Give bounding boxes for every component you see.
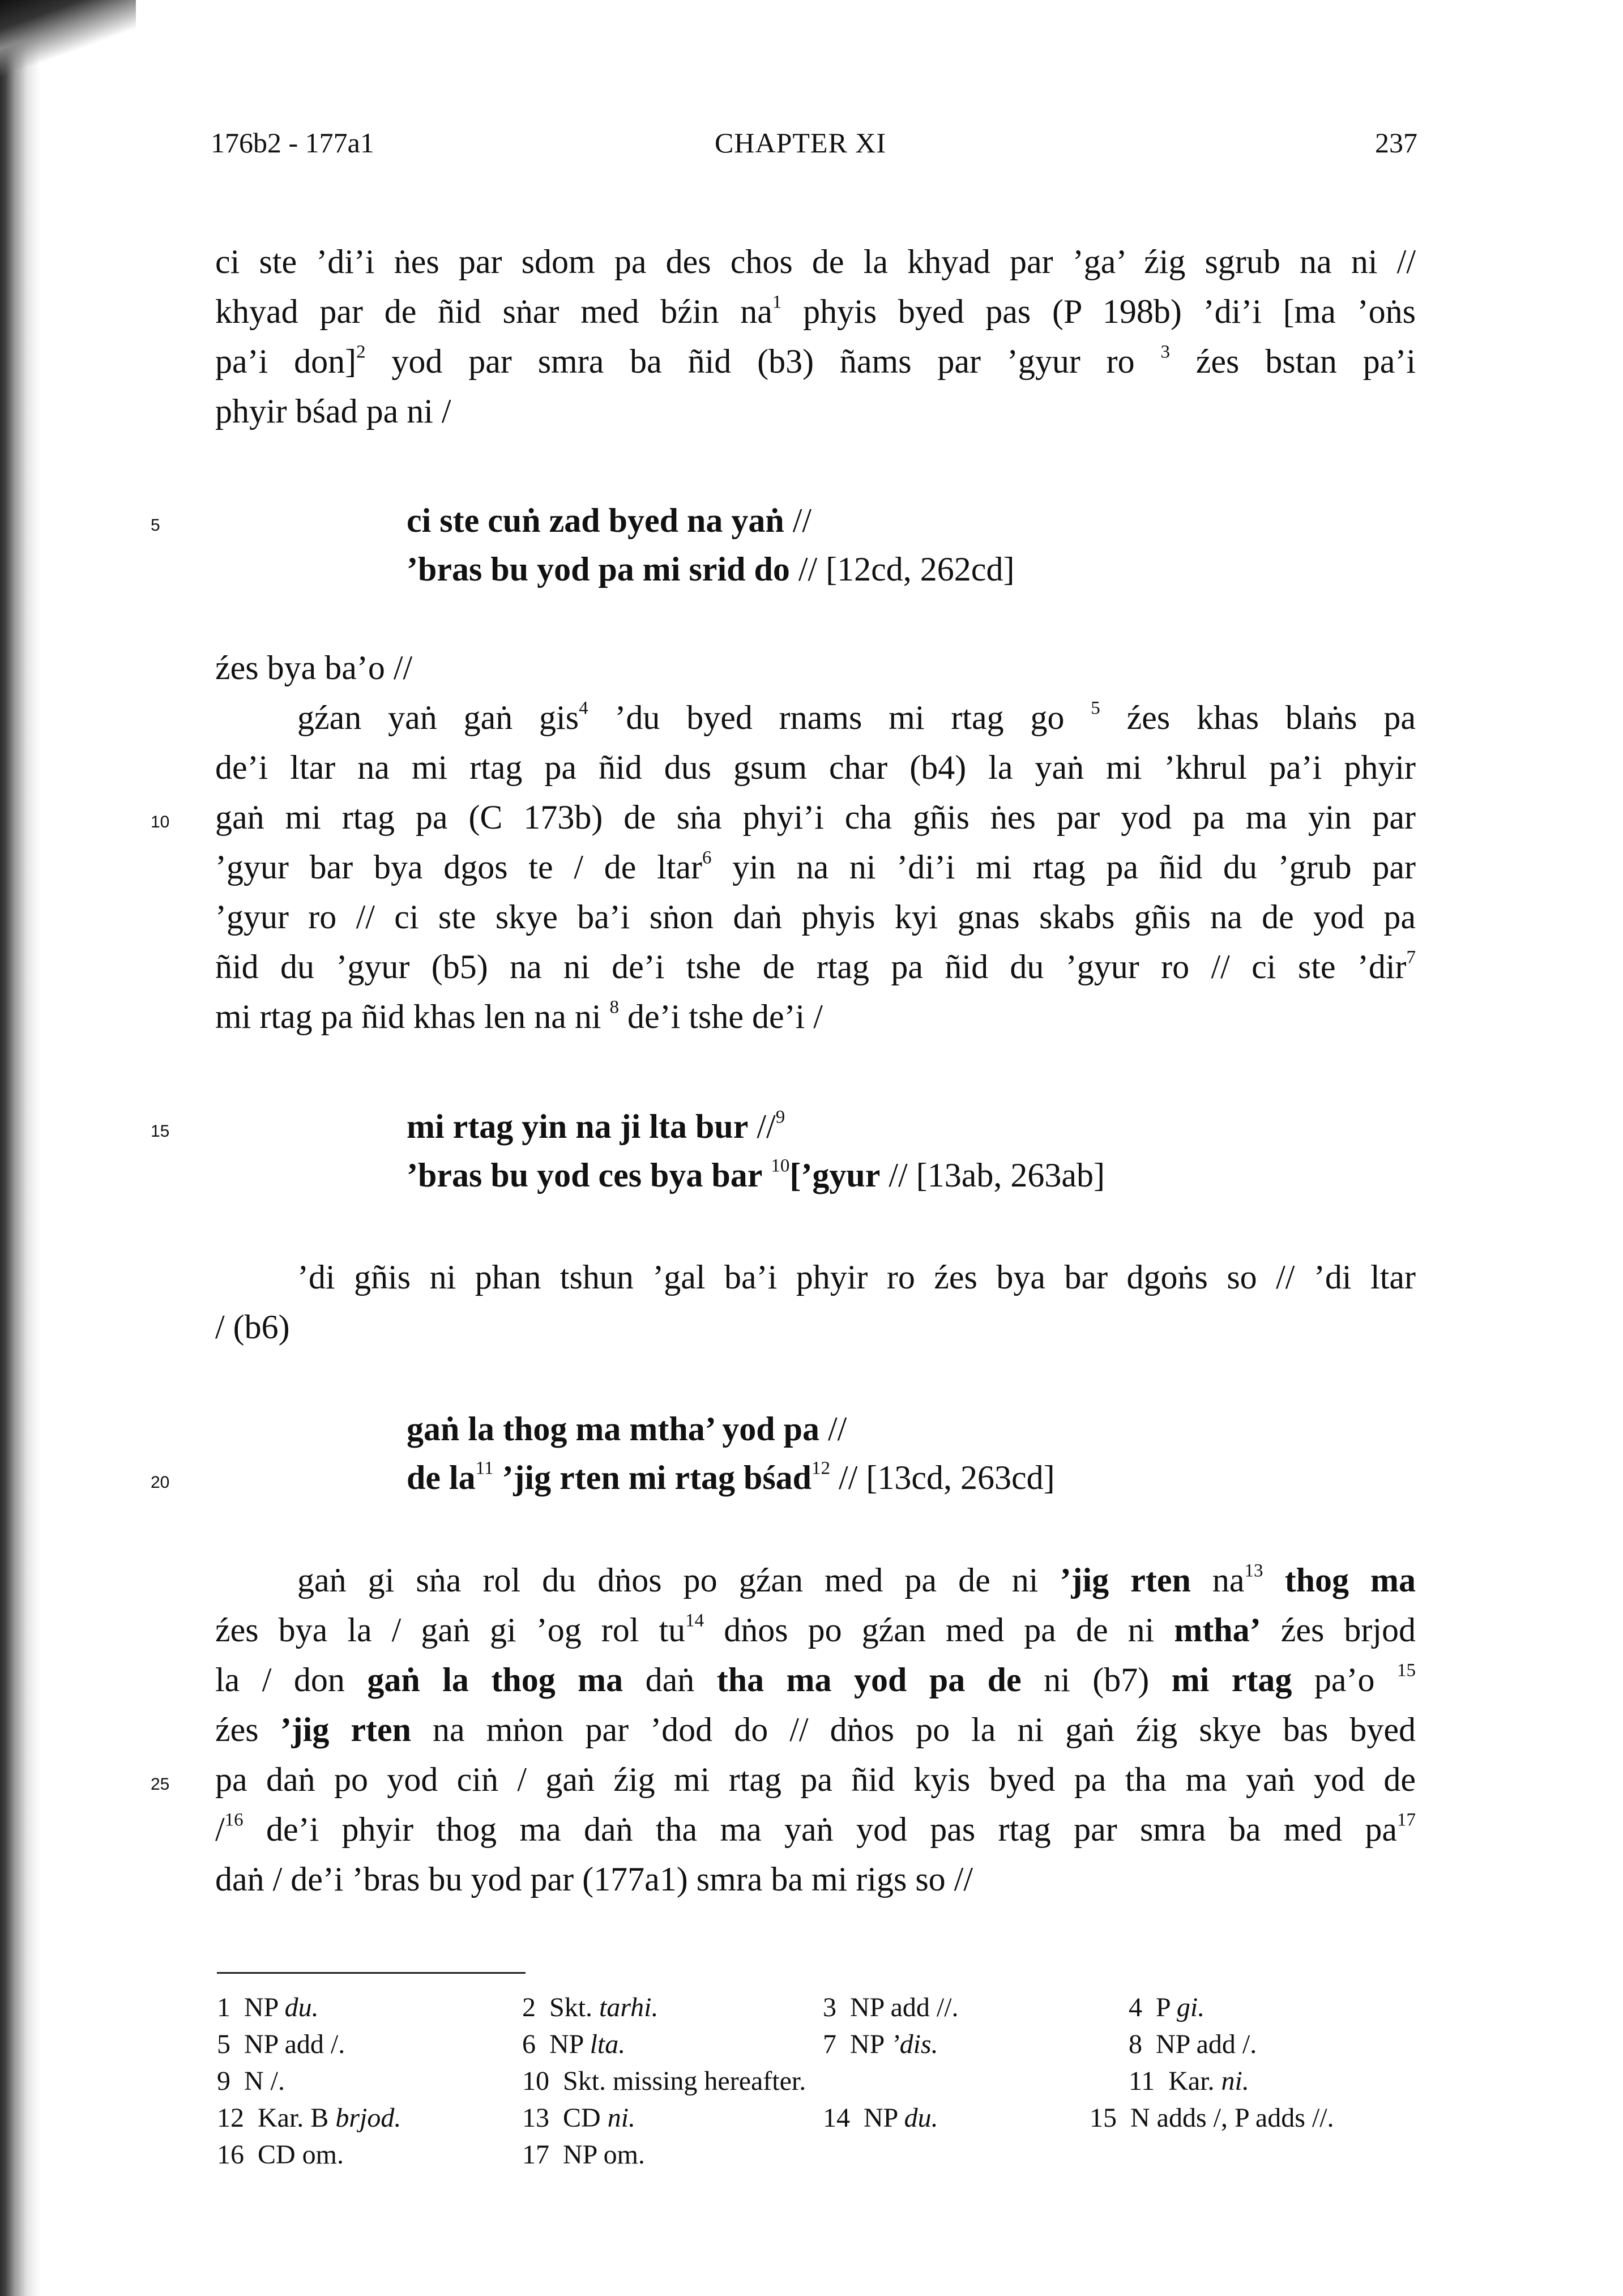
text-line: mi rtag pa ñid khas len na ni $^8$ de’i tshe de’i / [215, 997, 823, 1035]
footnote-ref: 11 [475, 1458, 494, 1479]
footnote-8: 8 NP add /. [1129, 2029, 1257, 2059]
footnote-ref: 7 [1406, 947, 1416, 968]
footnote-16: 16 CD om. [217, 2140, 344, 2170]
line-number: 25 [151, 1775, 170, 1794]
footnote-ref: 12 [812, 1458, 831, 1479]
line-number: 10 [151, 813, 170, 831]
text-line-3: pa’i don]$^2$ yod par smra ba ñid (b3) ñams par ’gyur ro $^3$ źes bstan pa’i [215, 342, 1416, 380]
footnote-2: 2 Skt. tarhi. [522, 1992, 659, 2022]
footnote-ref: 16 [224, 1810, 244, 1830]
footnote-7: 7 NP ’dis. [823, 2029, 938, 2059]
text-line-2: khyad par de ñid sṅar med bźin $na^1$ phyis byed pas (P 198b) ’di’i [ma ’oṅs [215, 292, 1416, 330]
footnote-6: 6 NP lta. [522, 2029, 626, 2059]
line-number: 20 [151, 1473, 170, 1492]
footnote-17: 17 NP om. [522, 2140, 645, 2170]
footnote-1: 1 NP du. [217, 1992, 319, 2022]
text-line: ñid du ’gyur (b5) na ni de’i tshe de rtag pa ñid du ’gyur ro // ci ste ’dir$^7$ [215, 947, 1416, 985]
text-line: źes ’jig rten na mṅon par ’dod do // dṅos po la ni gaṅ źig skye bas byed [215, 1711, 1416, 1748]
footnote-5: 5 NP add /. [217, 2029, 345, 2059]
text-line: /$^{16}$ de’i phyir thog ma daṅ tha ma yaṅ yod pas rtag par smra ba med $pa^{17}$ [215, 1810, 1416, 1848]
footnote-ref: 13 [1244, 1560, 1263, 1581]
text-line: pa daṅ po yod ciṅ / gaṅ źig mi rtag pa ñid kyis byed pa tha ma yaṅ yod de [215, 1761, 1416, 1798]
text-line: la / don gaṅ la thog ma daṅ tha ma yod pa de ni (b7) mi rtag pa’o $^{15}$ [215, 1660, 1416, 1698]
footnote-9: 9 N /. [217, 2066, 285, 2096]
footnote-ref: 15 [1396, 1660, 1416, 1681]
footnote-ref: 1 [772, 292, 782, 313]
footnote-ref: 8 [609, 997, 620, 1018]
footnote-15: 15 N adds /, P adds //. [1090, 2103, 1334, 2133]
footnote-ref: 10 [771, 1155, 790, 1176]
footnote-11: 11 Kar. ni. [1129, 2066, 1249, 2096]
page-number: 237 [1375, 127, 1417, 159]
verse-line: ’bras bu yod pa mi srid do // [12cd, 262cd] [407, 550, 1015, 588]
footnote-divider [217, 1972, 526, 1974]
verse-line: de $la^{11}$ ’jig rten mi rtag bśad$^{12}$ // [13cd, 263cd] [407, 1458, 1055, 1496]
text-line: de’i ltar na mi rtag pa ñid dus gsum char (b4) la yaṅ mi ’khrul pa’i phyir [215, 749, 1416, 786]
text-line: źes bya la / gaṅ gi ’og rol $tu^{14}$ dṅos po gźan med pa de ni mtha’ źes brjod [215, 1610, 1416, 1649]
verse-line: mi rtag yin na ji lta bur //$^9$ [407, 1107, 785, 1145]
footnote-3: 3 NP add //. [823, 1992, 959, 2022]
footnote-12: 12 Kar. B brjod. [217, 2103, 402, 2133]
text-line: gźan yaṅ gaṅ gis$^4$ ’du byed rnams mi rtag go $^5$ źes khas blaṅs pa [297, 698, 1416, 736]
verse-line: ci ste cuṅ zad byed na yaṅ // [407, 502, 812, 539]
text-line: ’di gñis ni phan tshun ’gal ba’i phyir ro źes bya bar dgoṅs so // ’di ltar [297, 1258, 1416, 1296]
footnote-ref: 4 [579, 698, 588, 719]
line-number: 15 [151, 1122, 170, 1141]
folio-reference: 176b2 - 177a1 [211, 127, 374, 159]
text-line-4: phyir bśad pa ni / [215, 392, 451, 430]
footnote-13: 13 CD ni. [522, 2103, 636, 2133]
footnote-ref: 6 [702, 847, 712, 868]
text-line: daṅ / de’i ’bras bu yod par (177a1) smra ba mi rigs so // [215, 1860, 973, 1898]
text-line: gaṅ gi sṅa rol du dṅos po gźan med pa de ni ’jig rten $na^{13}$ thog ma [297, 1560, 1416, 1599]
footnote-ref: 5 [1091, 698, 1100, 719]
text-line: gaṅ mi rtag pa (C 173b) de sṅa phyi’i cha gñis ṅes par yod pa ma yin par [215, 799, 1416, 836]
chapter-title: CHAPTER XI [715, 127, 887, 159]
book-binding-shadow [0, 0, 40, 2296]
footnote-ref: 3 [1160, 342, 1170, 362]
text-line: / (b6) [215, 1308, 290, 1346]
line-number: 5 [151, 516, 160, 535]
footnote-ref: 2 [356, 342, 366, 362]
text-line: ’gyur bar bya dgos te / de ltar$^6$ yin na ni ’di’i mi rtag pa ñid du ’grub par [215, 847, 1416, 886]
verse-line: gaṅ la thog ma mtha’ yod pa // [407, 1410, 847, 1448]
text-line: ’gyur ro // ci ste skye ba’i sṅon daṅ phyis kyi gnas skabs gñis na de yod pa [215, 898, 1416, 936]
footnote-14: 14 NP du. [823, 2103, 938, 2133]
footnote-10: 10 Skt. missing hereafter. [522, 2066, 806, 2096]
footnote-ref: 17 [1397, 1810, 1416, 1830]
text-line-1: ci ste ’di’i ṅes par sdom pa des chos de la khyad par ’ga’ źig sgrub na ni // [215, 243, 1416, 280]
footnote-4: 4 P gi. [1129, 1992, 1205, 2022]
corner-shadow [0, 0, 136, 113]
footnote-ref: 9 [775, 1107, 785, 1128]
verse-line: ’bras bu yod ces bya bar $^{10}$[’gyur // [13ab, 263ab] [407, 1155, 1105, 1194]
text-line: źes bya ba’o // [215, 649, 413, 686]
footnote-ref: 14 [685, 1610, 704, 1631]
